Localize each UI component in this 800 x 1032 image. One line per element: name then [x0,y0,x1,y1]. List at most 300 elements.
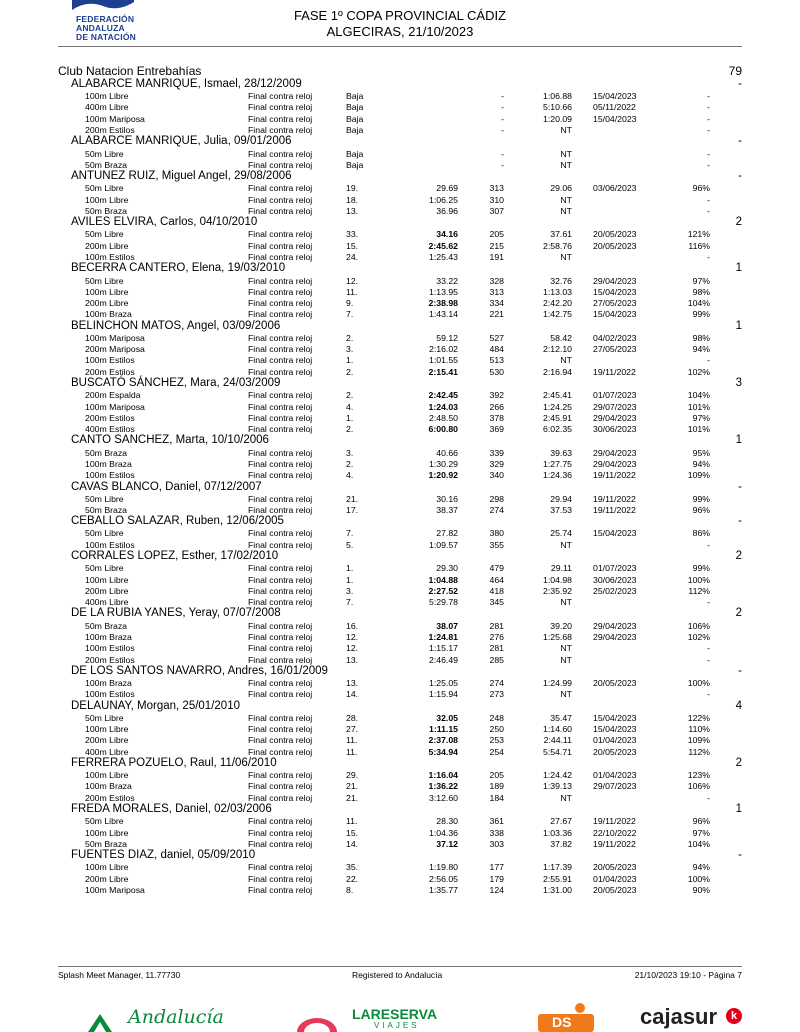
place: 22. [346,873,359,884]
result-row [58,781,742,792]
result-row [58,229,742,240]
best-time: 27.67 [550,816,572,827]
result-row [58,862,742,873]
footer-page-info: 21/10/2023 19:10 - Página 7 [634,970,742,980]
event-name: 100m Libre [85,827,129,838]
swim-time: 1:15.17 [429,643,458,654]
fina-points: 479 [489,563,504,574]
swimmer-header [58,435,742,447]
swimmer-name: BELINCHON MATOS, Angel, 03/09/2006 [71,319,281,332]
place: 15. [346,240,359,251]
best-time: 1:03.36 [543,827,572,838]
place: 2. [346,390,354,401]
place: 2. [346,458,354,469]
round-type: Final contra reloj [248,470,313,481]
improvement-percent: 106% [687,781,710,792]
page-subtitle: ALGECIRAS, 21/10/2023 [326,24,474,39]
round-type: Final contra reloj [248,770,313,781]
best-time: 29.11 [550,563,572,574]
swim-time: 1:15.94 [429,689,458,700]
best-date: 03/06/2023 [593,183,637,194]
best-time: 5:10.66 [543,102,572,113]
swimmer-name: FREDA MORALES, Daniel, 02/03/2006 [71,803,272,816]
result-row [58,390,742,401]
best-time: 2:45.91 [543,412,572,423]
round-type: Final contra reloj [248,585,313,596]
round-type: Final contra reloj [248,458,313,469]
improvement-percent: - [707,654,710,665]
best-date: 20/05/2023 [593,862,637,873]
swim-time: 1:04.36 [429,827,458,838]
event-name: 50m Braza [85,505,128,515]
improvement-percent: 109% [687,735,710,746]
fina-points: 339 [489,447,504,458]
place: 5. [346,539,354,550]
best-date: 01/04/2023 [593,873,637,884]
swimmer-name: ALABARCE MANRIQUE, Julia, 09/01/2006 [71,135,292,148]
best-time: 37.53 [550,505,572,515]
best-time: 1:14.60 [543,724,572,735]
fina-points: 215 [489,240,504,251]
swim-time: 1:09.57 [429,539,458,550]
improvement-percent: 102% [687,631,710,642]
best-date: 19/11/2022 [593,838,636,849]
best-date: 15/04/2023 [593,712,637,723]
place: 7. [346,528,354,539]
best-date: 29/04/2023 [593,458,637,469]
place: 7. [346,597,354,608]
best-time: 1:42.75 [543,309,572,320]
place: 11. [346,746,358,757]
round-type: Final contra reloj [248,309,313,320]
round-type: Final contra reloj [248,229,313,240]
event-name: 100m Libre [85,724,129,735]
improvement-percent: - [707,597,710,608]
round-type: Final contra reloj [248,366,313,377]
fina-points: 189 [489,781,504,792]
round-type: Final contra reloj [248,689,313,700]
best-time: 1:06.88 [543,91,572,102]
place: 15. [346,827,359,838]
club-points: 79 [728,64,742,78]
fina-points: 221 [489,309,504,320]
result-row [58,276,742,287]
place: 2. [346,424,354,435]
best-date: 20/05/2023 [593,884,637,895]
improvement-percent: 104% [687,838,710,849]
round-type: Final contra reloj [248,183,313,194]
swim-time: 1:25.05 [429,678,458,689]
fina-points: 313 [489,183,504,194]
best-date: 29/04/2023 [593,631,637,642]
round-type: Final contra reloj [248,286,313,297]
fina-points: 307 [489,205,504,216]
improvement-percent: 97% [692,412,710,423]
swim-time: 1:01.55 [429,355,458,366]
fina-points: 369 [489,424,504,435]
swim-time: 1:11.15 [429,724,458,735]
best-date: 04/02/2023 [593,332,637,343]
result-row [58,770,742,781]
swim-time: 2:16.02 [429,344,458,355]
place: 17. [346,505,359,515]
event-name: 50m Braza [85,838,128,849]
event-name: 50m Libre [85,275,124,286]
best-date: 19/11/2022 [593,816,636,827]
swimmer-header [58,482,742,494]
fina-points: 338 [489,827,504,838]
place: 21. [346,493,359,504]
best-time: 1:24.42 [543,770,572,781]
event-name: 200m Estilos [85,792,135,803]
round-type: Final contra reloj [248,643,313,654]
result-row [58,724,742,735]
fina-points: - [501,102,504,113]
swimmer-points: - [738,480,742,493]
best-time: 39.20 [550,620,572,631]
event-name: 200m Estilos [85,654,135,665]
event-name: 100m Braza [85,678,132,689]
place: 2. [346,332,354,343]
event-name: 50m Braza [85,447,128,458]
fina-points: 276 [489,631,504,642]
best-time: NT [560,792,572,803]
place: 2. [346,366,354,377]
fina-points: 355 [489,539,504,550]
improvement-percent: 96% [692,816,710,827]
best-date: 20/05/2023 [593,229,637,240]
swimmer-header [58,758,742,770]
best-time: NT [560,643,572,654]
swimmer-name: DE LOS SANTOS NAVARRO, Andres, 16/01/2009 [71,664,328,677]
event-name: 50m Libre [85,148,124,159]
improvement-percent: - [707,102,710,113]
swim-time: 5:29.78 [429,597,458,608]
round-type: Final contra reloj [248,873,313,884]
best-time: 37.82 [550,838,572,849]
swim-time: 2:27.52 [428,585,458,596]
swimmer-name: CORRALES LOPEZ, Esther, 17/02/2010 [71,550,279,563]
improvement-percent: 98% [692,286,710,297]
round-type: Final contra reloj [248,712,313,723]
result-row [58,344,742,355]
event-name: 400m Libre [85,102,129,113]
footer-registration: Registered to Andalucía [352,970,443,980]
fina-points: - [501,125,504,136]
best-time: NT [560,252,572,263]
place: Baja [346,125,364,136]
best-date: 15/04/2023 [593,528,637,539]
best-time: 1:24.36 [543,470,572,481]
best-time: NT [560,597,572,608]
fina-points: 361 [489,816,504,827]
andalucia-logo-icon [88,1014,112,1032]
cajasur-logo-icon: k [726,1008,742,1024]
round-type: Final contra reloj [248,539,313,550]
swimmer-points: 2 [735,607,742,620]
event-name: 200m Libre [85,585,129,596]
best-date: 01/04/2023 [593,735,637,746]
place: 11. [346,735,358,746]
header-divider [58,46,742,47]
place: 7. [346,309,354,320]
place: 3. [346,344,354,355]
result-row [58,643,742,654]
event-name: 100m Mariposa [85,113,145,124]
swim-time: 1:13.95 [429,286,458,297]
fina-points: 274 [489,505,504,515]
place: 4. [346,470,354,481]
best-date: 19/11/2022 [593,505,636,515]
improvement-percent: - [707,205,710,216]
swimmer-name: CEBALLO SALAZAR, Ruben, 12/06/2005 [71,515,284,528]
swim-time: 34.16 [436,229,458,240]
swimmer-points: 2 [735,550,742,563]
fina-points: 527 [489,332,504,343]
swimmer-points: 1 [735,434,742,447]
swim-time: 1:24.81 [428,631,458,642]
place: Baja [346,113,364,124]
swimmer-points: 1 [735,262,742,275]
round-type: Final contra reloj [248,355,313,366]
swimmer-header [58,378,742,390]
improvement-percent: 123% [687,770,710,781]
place: 35. [346,862,359,873]
fina-points: 328 [489,275,504,286]
lareserva-logo-icon [292,1014,342,1032]
best-date: 22/10/2022 [593,827,637,838]
best-date: 01/07/2023 [593,563,637,574]
event-name: 200m Libre [85,873,129,884]
swimmer-header [58,263,742,275]
place: 28. [346,712,359,723]
best-date: 27/05/2023 [593,344,637,355]
swim-time: 2:42.45 [428,390,458,401]
round-type: Final contra reloj [248,148,313,159]
swim-time: 28.30 [436,816,458,827]
improvement-percent: 94% [692,344,710,355]
improvement-percent: 97% [692,275,710,286]
best-time: NT [560,194,572,205]
swimmer-header [58,551,742,563]
place: 3. [346,585,354,596]
place: 13. [346,678,359,689]
improvement-percent: - [707,159,710,170]
swim-time: 40.66 [436,447,458,458]
improvement-percent: 100% [687,574,710,585]
round-type: Final contra reloj [248,401,313,412]
improvement-percent: 106% [687,620,710,631]
event-name: 50m Libre [85,712,124,723]
best-time: 2:58.76 [543,240,572,251]
cajasur-logo-text: cajasur [640,1004,718,1029]
round-type: Final contra reloj [248,125,313,136]
place: 13. [346,654,359,665]
fina-points: 179 [489,873,504,884]
lareserva-logo-text: LARESERVA [352,1006,438,1022]
fina-points: - [501,159,504,170]
best-time: 1:31.00 [543,884,572,895]
event-name: 100m Libre [85,574,129,585]
logo-text-line2: ANDALUZA [76,23,125,33]
best-time: 37.61 [550,229,572,240]
swim-time: 1:25.43 [429,252,458,263]
footer-divider [58,966,742,967]
swimmer-name: CANTO SANCHEZ, Marta, 10/10/2006 [71,434,269,447]
best-date: 19/11/2022 [593,470,636,481]
swim-time: 1:04.88 [428,574,458,585]
swim-time: 1:36.22 [428,781,458,792]
fina-points: 380 [489,528,504,539]
place: 11. [346,816,358,827]
event-name: 100m Braza [85,458,132,469]
place: Baja [346,148,364,159]
swim-time: 59.12 [436,332,458,343]
round-type: Final contra reloj [248,505,313,515]
swimmer-name: DE LA RUBIA YANES, Yeray, 07/07/2008 [71,607,281,620]
place: 8. [346,884,354,895]
result-row [58,632,742,643]
best-date: 15/04/2023 [593,309,637,320]
round-type: Final contra reloj [248,275,313,286]
best-time: 6:02.35 [543,424,572,435]
event-name: 100m Estilos [85,689,135,700]
swimmer-points: - [738,170,742,183]
improvement-percent: - [707,125,710,136]
round-type: Final contra reloj [248,113,313,124]
best-date: 30/06/2023 [593,424,637,435]
place: 29. [346,770,359,781]
best-time: NT [560,355,572,366]
event-name: 100m Braza [85,309,132,320]
swimmer-points: - [738,515,742,528]
result-row [58,816,742,827]
improvement-percent: 122% [687,712,710,723]
round-type: Final contra reloj [248,862,313,873]
round-type: Final contra reloj [248,792,313,803]
fina-points: 281 [489,620,504,631]
improvement-percent: 96% [692,505,710,515]
fina-points: 303 [489,838,504,849]
improvement-percent: 121% [687,229,710,240]
result-row [58,149,742,160]
swimmer-header [58,136,742,148]
best-time: 5:54.71 [543,746,572,757]
event-name: 50m Libre [85,493,124,504]
fina-points: - [501,148,504,159]
best-date: 15/04/2023 [593,724,637,735]
swimmer-name: CAVAS BLANCO, Daniel, 07/12/2007 [71,480,262,493]
best-time: 29.94 [550,493,572,504]
andalucia-logo-text: Andalucía [128,1006,224,1028]
round-type: Final contra reloj [248,390,313,401]
place: 1. [346,355,354,366]
best-date: 15/04/2023 [593,91,637,102]
swim-time: 38.37 [436,505,458,515]
swim-time: 2:45.62 [428,240,458,251]
event-name: 200m Mariposa [85,344,145,355]
fina-points: 205 [489,229,504,240]
swimmer-header [58,701,742,713]
improvement-percent: 116% [688,240,710,251]
fina-points: 329 [489,458,504,469]
best-time: 2:45.41 [543,390,572,401]
result-row [58,828,742,839]
event-name: 100m Mariposa [85,332,145,343]
swimmer-points: - [738,664,742,677]
swim-time: 32.05 [436,712,458,723]
best-time: 2:42.20 [543,298,572,309]
swimmer-name: FERRERA POZUELO, Raul, 11/06/2010 [71,756,277,769]
event-name: 100m Libre [85,91,129,102]
place: 33. [346,229,359,240]
place: 9. [346,298,354,309]
round-type: Final contra reloj [248,194,313,205]
swimmer-header [58,516,742,528]
best-time: 35.47 [550,712,572,723]
fina-points: 191 [489,252,504,263]
lareserva-logo-subtext: VIAJES [374,1021,420,1030]
improvement-percent: 112% [688,585,710,596]
result-row [58,735,742,746]
best-time: 25.74 [550,528,572,539]
swim-time: 5:34.94 [428,746,458,757]
best-time: 58.42 [550,332,572,343]
club-name: Club Natacion Entrebahías [58,64,202,78]
round-type: Final contra reloj [248,447,313,458]
best-date: 20/05/2023 [593,678,637,689]
result-row [58,586,742,597]
swimmer-header [58,321,742,333]
best-time: NT [560,654,572,665]
improvement-percent: 95% [692,447,710,458]
round-type: Final contra reloj [248,781,313,792]
result-row [58,298,742,309]
fina-points: 313 [489,286,504,297]
swim-time: 27.82 [436,528,458,539]
swim-time: 30.16 [436,493,458,504]
improvement-percent: - [707,643,710,654]
swim-time: 2:48.50 [429,412,458,423]
best-date: 19/11/2022 [593,493,636,504]
round-type: Final contra reloj [248,563,313,574]
place: 21. [346,792,359,803]
event-name: 100m Estilos [85,643,135,654]
place: 3. [346,447,354,458]
fina-points: 254 [489,746,504,757]
place: 1. [346,574,354,585]
swimmer-name: BUSCATÓ SÁNCHEZ, Mara, 24/03/2009 [71,377,281,390]
best-time: 39.63 [550,447,572,458]
result-row [58,183,742,194]
improvement-percent: - [707,792,710,803]
fina-points: 274 [489,678,504,689]
improvement-percent: 94% [692,862,710,873]
round-type: Final contra reloj [248,298,313,309]
fina-points: 310 [489,194,504,205]
fina-points: 250 [489,724,504,735]
place: Baja [346,159,364,170]
best-date: 29/07/2023 [593,401,637,412]
swimmer-header [58,79,742,91]
best-time: 1:13.03 [543,286,572,297]
best-date: 20/05/2023 [593,746,637,757]
best-date: 29/04/2023 [593,447,637,458]
improvement-percent: - [707,689,710,700]
result-row [58,874,742,885]
place: 18. [346,194,359,205]
event-name: 50m Braza [85,205,128,216]
